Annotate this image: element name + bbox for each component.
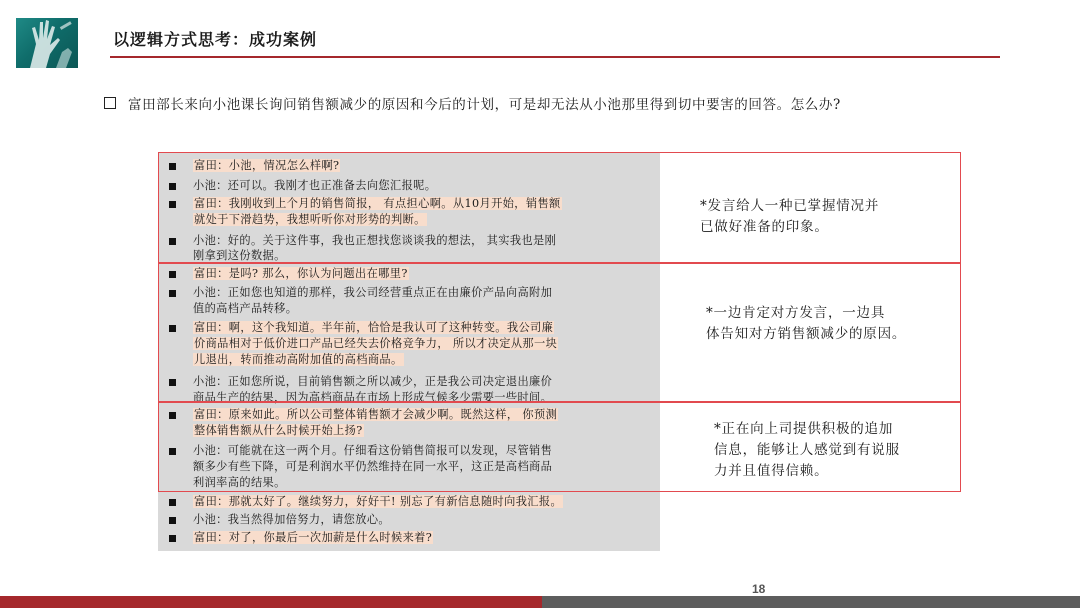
square-bullet-icon [169, 412, 176, 419]
dialogue-line [193, 494, 563, 509]
dialogue-text: 富田：啊，这个我知道。半年前，恰恰是我认可了这种转变。我公司廉 [194, 321, 554, 334]
square-bullet-icon [169, 499, 176, 506]
note-3-line: 信息，能够让人感觉到有说服 [714, 442, 900, 458]
square-bullet-icon [169, 238, 176, 245]
footer-bar-dark [542, 596, 1080, 608]
square-bullet-icon [169, 290, 176, 297]
title-divider [110, 56, 1000, 58]
dialogue-text: 商品生产的结果，因为高档商品在市场上形成气候多少需要一些时间。 [193, 391, 553, 404]
note-2-line: 体告知对方销售额减少的原因。 [706, 326, 907, 342]
note-1-line: *发言给人一种已掌握情况并 [700, 198, 880, 214]
dialogue-line [193, 390, 552, 405]
dialogue-line [193, 336, 558, 351]
square-bullet-icon [169, 448, 176, 455]
dialogue-text: 就处于下滑趋势，我想听听你对形势的判断。 [194, 213, 426, 226]
square-bullet-icon [169, 379, 176, 386]
note-2-line: *一边肯定对方发言，一边具 [706, 305, 886, 321]
dialogue-line [193, 233, 556, 248]
square-bullet-icon [169, 271, 176, 278]
dialogue-text: 富田：我刚收到上个月的销售简报， 有点担心啊。从10月开始，销售额 [194, 197, 561, 210]
dialogue-line [193, 530, 433, 545]
dialogue-line [193, 407, 558, 422]
dialogue-line [193, 301, 297, 316]
square-bullet-icon [169, 535, 176, 542]
dialogue-line [193, 320, 554, 335]
dialogue-line [193, 212, 427, 227]
dialogue-text: 小池：还可以。我刚才也正准备去向您汇报呢。 [193, 179, 437, 192]
dialogue-line [193, 423, 364, 438]
square-bullet-icon [104, 97, 116, 109]
dialogue-line [193, 248, 286, 263]
dialogue-text: 富田：是吗? 那么，你认为问题出在哪里? [194, 267, 408, 280]
dialogue-text: 富田：对了，你最后一次加薪是什么时候来着? [194, 531, 433, 544]
page-number: 18 [752, 582, 766, 596]
dialogue-text: 小池：正如您所说，目前销售额之所以减少，正是我公司决定退出廉价 [193, 375, 553, 388]
note-1-line: 已做好准备的印象。 [700, 219, 829, 235]
dialogue-text: 刚拿到这份数据。 [193, 249, 286, 262]
dialogue-text: 利润率高的结果。 [193, 476, 286, 489]
dialogue-line [193, 374, 552, 389]
dialogue-text: 富田：那就太好了。继续努力，好好干! 别忘了有新信息随时向我汇报。 [194, 495, 563, 508]
dialogue-text: 小池：我当然得加倍努力，请您放心。 [193, 513, 390, 526]
slide-title: 以逻辑方式思考：成功案例 [113, 30, 318, 49]
dialogue-text: 小池：正如您也知道的那样，我公司经营重点正在由廉价产品向高附加 [193, 286, 553, 299]
dialogue-text: 富田：原来如此。所以公司整体销售额才会减少啊。既然这样， 你预测 [194, 408, 558, 421]
note-1 [700, 196, 879, 238]
dialogue-line [193, 475, 286, 490]
note-3 [714, 419, 900, 482]
logo-image [16, 18, 78, 68]
dialogue-text: 整体销售额从什么时候开始上扬? [194, 424, 363, 437]
note-3-line: *正在向上司提供积极的追加 [714, 421, 894, 437]
dialogue-line [193, 352, 404, 367]
footer-bar-accent [0, 596, 542, 608]
square-bullet-icon [169, 183, 176, 190]
dialogue-text: 额多少有些下降，可是利润水平仍然维持在同一水平，这正是高档商品 [193, 460, 553, 473]
question-text: 富田部长来向小池课长询问销售额减少的原因和今后的计划，可是却无法从小池那里得到切中要害的回答。怎么办? [128, 97, 841, 113]
dialogue-line [193, 178, 436, 193]
square-bullet-icon [169, 517, 176, 524]
dialogue-text: 富田：小池，情况怎么样啊? [194, 159, 340, 172]
question-row [104, 93, 1004, 115]
dialogue-line [193, 266, 409, 281]
dialogue-line [193, 459, 552, 474]
dialogue-text: 值的高档产品转移。 [193, 302, 298, 315]
dialogue-line [193, 196, 562, 211]
note-3-line: 力并且值得信赖。 [714, 463, 829, 479]
dialogue-text: 小池：好的。关于这件事，我也正想找您谈谈我的想法， 其实我也是刚 [193, 234, 557, 247]
dialogue-text: 儿退出，转而推动高附加值的高档商品。 [194, 353, 403, 366]
dialogue-text: 价商品相对于低价进口产品已经失去价格竞争力， 所以才决定从那一块 [194, 337, 558, 350]
dialogue-line [193, 512, 390, 527]
dialogue-text: 小池：可能就在这一两个月。仔细看这份销售简报可以发现，尽管销售 [193, 444, 553, 457]
square-bullet-icon [169, 325, 176, 332]
dialogue-line [193, 443, 552, 458]
square-bullet-icon [169, 201, 176, 208]
dialogue-line [193, 285, 552, 300]
hand-icon [16, 18, 78, 68]
dialogue-line [193, 158, 340, 173]
note-2 [706, 303, 906, 345]
square-bullet-icon [169, 163, 176, 170]
